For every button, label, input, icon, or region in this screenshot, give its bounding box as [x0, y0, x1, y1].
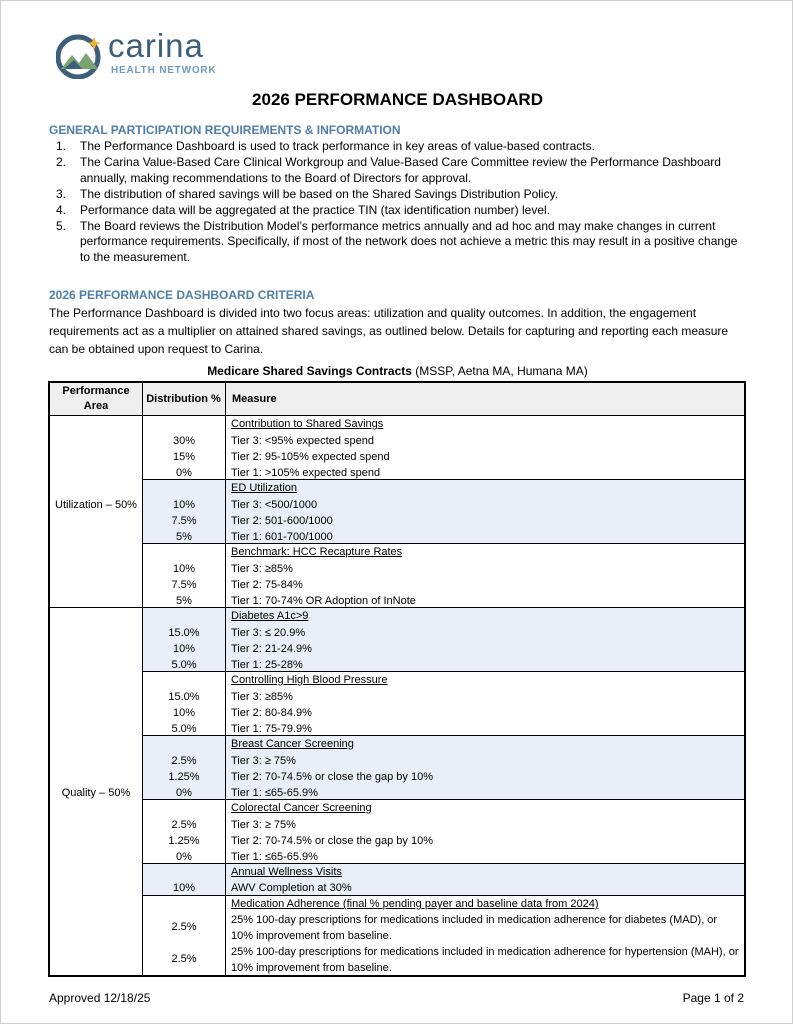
- carina-logo: [56, 27, 236, 79]
- distribution-value: 10%: [172, 499, 196, 511]
- measure-tier: Tier 2: 80-84.9%: [231, 707, 312, 719]
- measure-group: [143, 736, 744, 799]
- measure-tier: Tier 1: 601-700/1000: [231, 531, 333, 543]
- list-item: [49, 219, 749, 267]
- measure-tier: Tier 2: 21-24.9%: [231, 643, 312, 655]
- measure-tier: Tier 3: ≤ 20.9%: [231, 627, 306, 639]
- measure-title: Breast Cancer Screening: [231, 738, 354, 750]
- distribution-value: 2.5%: [171, 819, 197, 831]
- table-row: [143, 944, 744, 976]
- table-row: [143, 561, 744, 577]
- measure-tier: Tier 3: ≥ 75%: [231, 755, 296, 767]
- distribution-value: 10%: [172, 563, 196, 575]
- measure-title: Contribution to Shared Savings: [231, 418, 384, 430]
- measure-group: [143, 800, 744, 863]
- measure-tier: Tier 3: <500/1000: [231, 499, 318, 511]
- list-item: [49, 187, 749, 203]
- measure-title: Controlling High Blood Pressure: [231, 674, 388, 686]
- header-distribution: Distribution %: [146, 392, 221, 405]
- list-number: 2.: [56, 154, 67, 169]
- table-row: [143, 912, 744, 944]
- distribution-value: 5%: [176, 595, 192, 607]
- measure-tier: Tier 1: 70-74% OR Adoption of InNote: [231, 595, 416, 607]
- performance-table: [48, 381, 746, 977]
- row-divider: [143, 863, 744, 864]
- distribution-value: 5.0%: [171, 723, 197, 735]
- measure-tier: Tier 3: <95% expected spend: [231, 435, 374, 447]
- measure-group: [143, 544, 744, 607]
- distribution-value: 1.25%: [168, 835, 200, 847]
- measure-tier: Tier 1: >105% expected spend: [231, 467, 381, 479]
- area-divider: [50, 607, 744, 608]
- distribution-value: 15.0%: [168, 627, 200, 639]
- measure-tier: Tier 1: 75-79.9%: [231, 723, 312, 735]
- table-row: [143, 689, 744, 705]
- criteria-intro: The Performance Dashboard is divided into two focus areas: utilization and quality outcomes. In addition, the engagement requirements act as a multiplier on attained shared savings, as outlined below. Details for capturing and reporting each measure can be obtained upon request to Carina.: [49, 306, 729, 356]
- row-divider: [143, 671, 744, 672]
- measure-tier: Tier 2: 75-84%: [231, 579, 303, 591]
- requirements-list: [49, 139, 749, 266]
- measure-tier: Tier 3: ≥85%: [231, 563, 293, 575]
- distribution-value: 5.0%: [171, 659, 197, 671]
- table-row: [143, 880, 744, 896]
- measure-tier: Tier 1: ≤65-65.9%: [231, 851, 318, 863]
- measure-title: Annual Wellness Visits: [231, 866, 342, 878]
- measure-group: [143, 480, 744, 543]
- distribution-value: 7.5%: [171, 515, 197, 527]
- measure-group: [143, 896, 744, 975]
- table-row: [143, 641, 744, 657]
- list-text: The Performance Dashboard is used to track performance in key areas of value-based contracts.: [80, 139, 595, 153]
- page-title: 2026 PERFORMANCE DASHBOARD: [252, 90, 543, 109]
- page-number: Page 1 of 2: [682, 991, 744, 1005]
- table-header: [50, 383, 744, 416]
- distribution-value: 2.5%: [171, 921, 197, 933]
- list-item: [49, 155, 749, 187]
- list-text: The distribution of shared savings will be based on the Shared Savings Distribution Policy.: [80, 186, 559, 201]
- list-item: [49, 139, 749, 155]
- criteria-heading: 2026 PERFORMANCE DASHBOARD CRITERIA: [49, 288, 315, 302]
- area-utilization: Utilization – 50%: [55, 499, 137, 511]
- caption-rest: (MSSP, Aetna MA, Humana MA): [411, 364, 588, 378]
- measure-tier: Tier 1: 25-28%: [231, 659, 303, 671]
- table-row: [143, 753, 744, 769]
- measure-title: Medication Adherence (final % pending payer and baseline data from 2024): [231, 898, 599, 910]
- measure-tier: AWV Completion at 30%: [231, 882, 352, 894]
- distribution-value: 5%: [176, 531, 192, 543]
- measure-tier: Tier 2: 95-105% expected spend: [231, 451, 390, 463]
- measure-title: ED Utilization: [231, 482, 298, 494]
- row-divider: [143, 895, 744, 896]
- table-row: [143, 625, 744, 641]
- measure-title: Benchmark: HCC Recapture Rates: [231, 546, 403, 558]
- approved-date: Approved 12/18/25: [49, 991, 151, 1005]
- measure-group: [143, 672, 744, 735]
- distribution-value: 10%: [172, 643, 196, 655]
- measure-title: Diabetes A1c>9: [231, 610, 309, 622]
- distribution-value: 0%: [176, 467, 192, 479]
- list-item: [49, 203, 749, 219]
- table-row: [143, 497, 744, 513]
- distribution-value: 0%: [176, 851, 192, 863]
- distribution-value: 2.5%: [171, 755, 197, 767]
- table-row: [143, 769, 744, 785]
- measure-title: Colorectal Cancer Screening: [231, 802, 372, 814]
- measure-group: [143, 864, 744, 895]
- list-text: Performance data will be aggregated at the practice TIN (tax identification number) level.: [80, 202, 551, 217]
- list-text: The Carina Value-Based Care Clinical Workgroup and Value-Based Care Committee review the Performance Dashboard annually, making recommendations to the Board of Directors for approval.: [80, 154, 721, 185]
- header-measure: Measure: [232, 393, 277, 405]
- distribution-value: 10%: [172, 707, 196, 719]
- distribution-value: 7.5%: [171, 579, 197, 591]
- list-number: 5.: [56, 218, 67, 233]
- table-caption: [1, 364, 793, 378]
- header-performance-area: Performance Area: [62, 385, 130, 412]
- distribution-value: 10%: [172, 882, 196, 894]
- row-divider: [143, 479, 744, 480]
- row-divider: [143, 543, 744, 544]
- measure-group: [143, 608, 744, 671]
- distribution-value: 15%: [172, 451, 196, 463]
- table-row: [143, 449, 744, 465]
- table-row: [143, 817, 744, 833]
- column-divider: [142, 383, 143, 975]
- table-row: [143, 705, 744, 721]
- measure-tier: 25% 100-day prescriptions for medications included in medication adherence for diabetes (MAD), or 10% improvement from baseline.: [231, 914, 718, 942]
- distribution-value: 15.0%: [168, 691, 200, 703]
- mountain-star-logo-icon: [56, 33, 102, 79]
- table-row: [143, 433, 744, 449]
- list-number: 1.: [56, 139, 67, 153]
- distribution-value: 0%: [176, 787, 192, 799]
- measure-tier: Tier 2: 70-74.5% or close the gap by 10%: [231, 835, 433, 847]
- list-text: The Board reviews the Distribution Model’s performance metrics annually and ad hoc and may make changes in current performance requirements. Specifically, if most of the network does not achieve a metric this may result in a positive change to the measurement.: [80, 218, 738, 265]
- distribution-value: 2.5%: [171, 953, 197, 965]
- measure-tier: Tier 2: 70-74.5% or close the gap by 10%: [231, 771, 433, 783]
- measure-tier: Tier 3: ≥ 75%: [231, 819, 296, 831]
- distribution-value: 30%: [172, 435, 196, 447]
- measure-tier: Tier 3: ≥85%: [231, 691, 293, 703]
- table-row: [143, 833, 744, 849]
- measure-tier: Tier 1: ≤65-65.9%: [231, 787, 318, 799]
- list-number: 3.: [56, 186, 67, 201]
- logo-tagline: HEALTH NETWORK: [111, 65, 217, 76]
- area-quality: Quality – 50%: [61, 787, 131, 799]
- measure-tier: 25% 100-day prescriptions for medications included in medication adherence for hypertension (MAH), or 10% improvement from baseline.: [231, 946, 739, 974]
- table-row: [143, 513, 744, 529]
- caption-bold: Medicare Shared Savings Contracts: [207, 364, 412, 378]
- distribution-value: 1.25%: [168, 771, 200, 783]
- logo-name: carina: [108, 27, 204, 64]
- column-divider: [225, 383, 226, 975]
- row-divider: [143, 799, 744, 800]
- general-requirements-heading: GENERAL PARTICIPATION REQUIREMENTS & INFORMATION: [49, 123, 401, 137]
- measure-tier: Tier 2: 501-600/1000: [231, 515, 333, 527]
- list-number: 4.: [56, 202, 67, 217]
- table-row: [143, 577, 744, 593]
- row-divider: [143, 735, 744, 736]
- measure-group: [143, 416, 744, 479]
